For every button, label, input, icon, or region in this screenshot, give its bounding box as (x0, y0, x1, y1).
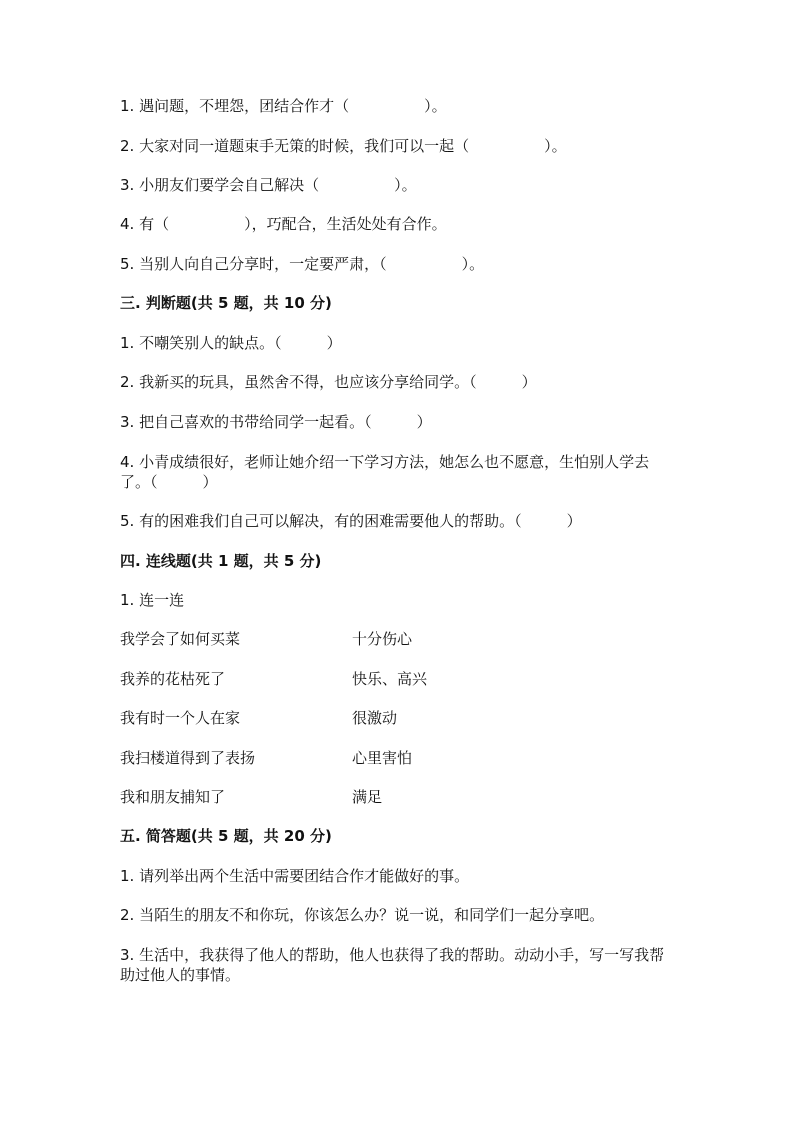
match-left-item-2: 我养的花枯死了 (120, 670, 226, 688)
fill-blank-item-2: 2. 大家对同一道题束手无策的时候，我们可以一起（ ）。 (120, 137, 567, 155)
match-left-item-3: 我有时一个人在家 (120, 709, 241, 727)
fill-blank-item-4: 4. 有（ ），巧配合，生活处处有合作。 (120, 215, 447, 233)
section-heading-short-answer: 五. 简答题(共 5 题，共 20 分) (120, 827, 332, 845)
section-heading-match: 四. 连线题(共 1 题，共 5 分) (120, 552, 322, 570)
short-answer-item-2: 2. 当陌生的朋友不和你玩，你该怎么办？说一说，和同学们一起分享吧。 (120, 906, 605, 924)
match-right-item-3: 很激动 (352, 709, 398, 727)
match-right-item-5: 满足 (352, 788, 383, 806)
match-question: 1. 连一连 (120, 591, 185, 609)
match-right-item-2: 快乐、高兴 (352, 670, 428, 688)
match-left-item-4: 我扫楼道得到了表扬 (120, 749, 256, 767)
match-left-item-5: 我和朋友捕知了 (120, 788, 226, 806)
section-heading-judge: 三. 判断题(共 5 题，共 10 分) (120, 294, 332, 312)
match-left-item-1: 我学会了如何买菜 (120, 630, 241, 648)
fill-blank-item-3: 3. 小朋友们要学会自己解决（ ）。 (120, 176, 417, 194)
judge-item-5: 5. 有的困难我们自己可以解决，有的困难需要他人的帮助。（ ） (120, 512, 582, 530)
judge-item-2: 2. 我新买的玩具，虽然舍不得，也应该分享给同学。（ ） (120, 373, 537, 391)
judge-item-1: 1. 不嘲笑别人的缺点。（ ） (120, 334, 342, 352)
match-right-item-1: 十分伤心 (352, 630, 413, 648)
short-answer-item-3: 3. 生活中，我获得了他人的帮助，他人也获得了我的帮助。动动小手，写一写我帮助过他人的事情。 (120, 946, 665, 984)
judge-item-3: 3. 把自己喜欢的书带给同学一起看。（ ） (120, 413, 432, 431)
judge-item-4: 4. 小青成绩很好，老师让她介绍一下学习方法，她怎么也不愿意，生怕别人学去了。（ ） (120, 453, 650, 491)
fill-blank-item-5: 5. 当别人向自己分享时，一定要严肃，（ ）。 (120, 255, 485, 273)
match-right-item-4: 心里害怕 (352, 749, 413, 767)
short-answer-item-1: 1. 请列举出两个生活中需要团结合作才能做好的事。 (120, 867, 470, 885)
fill-blank-item-1: 1. 遇问题，不埋怨，团结合作才（ ）。 (120, 97, 447, 115)
